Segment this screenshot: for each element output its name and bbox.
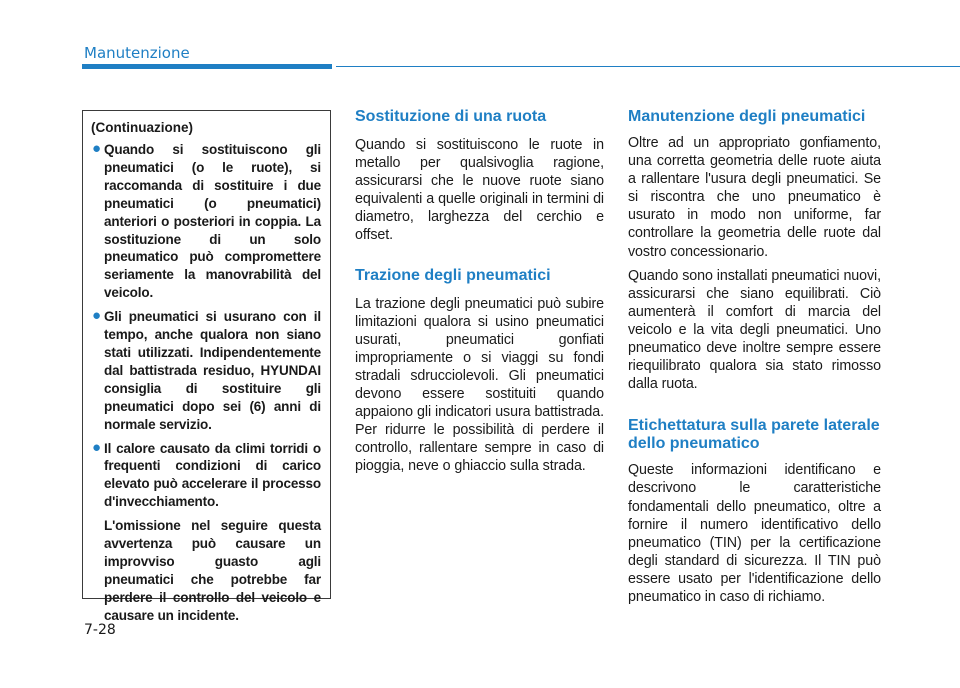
tire-traction-title: Trazione degli pneumatici [355, 266, 551, 284]
tire-traction-text: La trazione degli pneumatici può subire limitazioni qualora si usino pneumatici usurati, pneumatici gonfiati impropriamente o si viaggi su fondi stradali sdrucciolevoli. Gli pneumatici devono essere sostituiti quando appaiono gli indicatori usura battistrada. Per ridurre le possibilità di perdere il controllo, rallentare sempre in caso di pioggia, neve o ghiaccio sulla strada. [355, 295, 604, 475]
right-column [628, 108, 881, 606]
middle-column [355, 108, 604, 476]
sidewall-labeling-text: Queste informazioni identificano e descrivono le caratteristiche fondamentali dello pneumatico, oltre a fornire il numero identificativo dello pneumatico (TIN) per la certificazione degli standard di sicurezza. Il TIN può essere usato per l'identificazione dello pneumatico in caso di richiamo. [628, 462, 881, 605]
header-rule-thick [82, 64, 332, 69]
warning-item-text: Quando si sostituiscono gli pneumatici (o le ruote), si raccomanda di sostituire i due pneumatici (o pneumatici) anteriori o posteriori in coppia. La sostituzione di un solo pneumatico può compromettere seriamente la manovrabilità del veicolo. [104, 142, 321, 301]
tire-maintenance-text-2: Quando sono installati pneumatici nuovi, assicurarsi che siano equilibrati. Ciò aumenterà il comfort di marcia del veicolo e la vita degli pneumatici. Uno pneumatico deve inoltre sempre essere riequilibrato qualora sia stato rimosso dalla ruota. [628, 267, 881, 393]
tire-maintenance-title: Manutenzione degli pneumatici [628, 108, 866, 125]
bullet-icon: ● [92, 307, 101, 325]
bullet-icon: ● [92, 438, 101, 456]
bullet-icon: ● [92, 140, 101, 157]
warning-box [82, 110, 331, 623]
tire-maintenance-text-1: Oltre ad un appropriato gonfiamento, una corretta geometria delle ruote aiuta a rallentare l'usura degli pneumatici. Se si riscontra che uno pneumatico è usurato in modo non uniforme, far controllare la geometria delle ruote dal vostro concessionario. [628, 135, 881, 260]
warning-item-text: Il calore causato da climi torridi o frequenti condizioni di carico elevato può accelerare il processo d'invecchiamento. [104, 440, 321, 510]
wheel-replacement-text: Quando si sostituiscono le ruote in metallo per qualsivoglia ragione, assicurarsi che le nuove ruote siano equivalenti a quelle originali in termini di diametro, larghezza del cerchio e offset. [355, 137, 604, 244]
section-title: Manutenzione [84, 44, 190, 62]
wheel-replacement-title: Sostituzione di una ruota [355, 108, 547, 125]
warning-list [91, 141, 321, 511]
warning-heading: (Continuazione) [91, 120, 193, 135]
page-number: 7-28 [84, 622, 116, 638]
warning-item [91, 440, 321, 512]
warning-item [91, 141, 321, 302]
header-rule-thin [336, 66, 960, 67]
warning-item [91, 308, 321, 433]
warning-item-text: Gli pneumatici si usurano con il tempo, anche qualora non siano stati utilizzati. Indipendentemente dal battistrada residuo, HYUNDAI consiglia di sostituire gli pneumatici dopo sei (6) anni di normale servizio. [104, 309, 321, 432]
sidewall-labeling-title: Etichettatura sulla parete laterale dello pneumatico [628, 417, 880, 453]
warning-note: L'omissione nel seguire questa avvertenza può causare un improvviso guasto agli pneumatici che potrebbe far perdere il controllo del veicolo e causare un incidente. [104, 518, 321, 623]
